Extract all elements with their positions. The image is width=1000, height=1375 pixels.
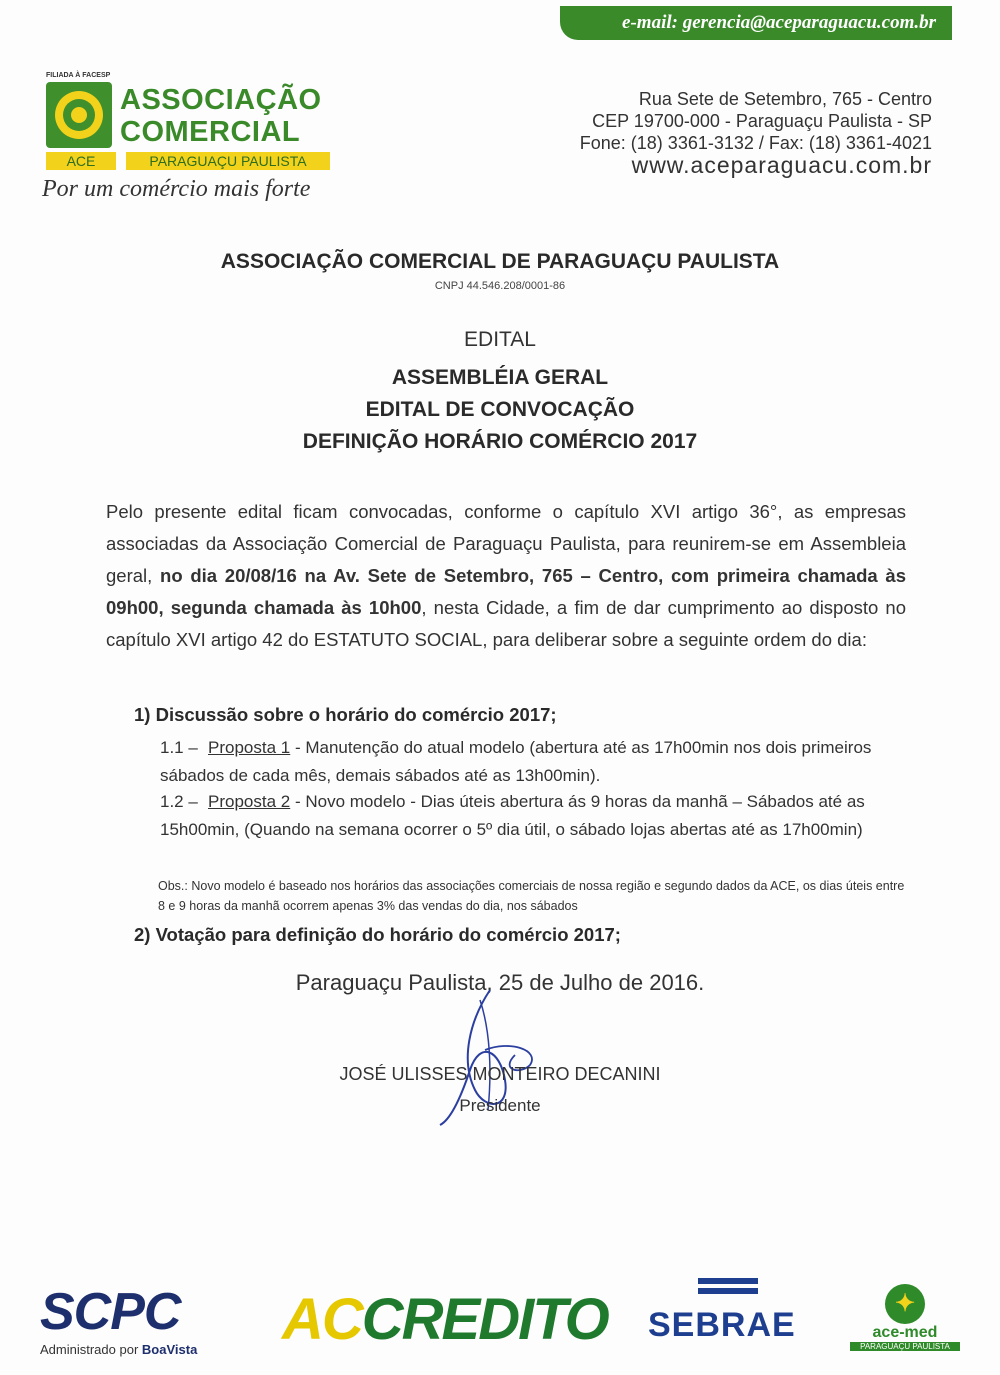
logo-line1: ASSOCIAÇÃO (120, 84, 322, 116)
address-website[interactable]: www.aceparaguacu.com.br (631, 152, 932, 178)
proposal-2-number: 1.2 – (160, 792, 198, 811)
scpc-subtitle: Administrado por (40, 1342, 139, 1357)
heading-definition: DEFINIÇÃO HORÁRIO COMÉRCIO 2017 (302, 430, 698, 453)
signer-role: Presidente (459, 1096, 541, 1115)
address-street: Rua Sete de Setembro, 765 - Centro (638, 89, 932, 109)
place-date: Paraguaçu Paulista, 25 de Julho de 2016. (295, 970, 705, 995)
proposal-1-label: Proposta 1 (208, 738, 291, 757)
scpc-logo (40, 1282, 230, 1362)
observation-note: Obs.: Novo modelo é baseado nos horários das associações comerciais de nossa região e segundo dados da ACE, os dias úteis entre 8 e 9 horas da manhã ocorrem apenas 3% das vendas do dia, nos sábados (158, 879, 905, 913)
logo-affiliation: FILIADA À FACESP (46, 72, 111, 79)
acemed-logo (850, 1284, 960, 1364)
para-bold: no dia 20/08/16 na Av. Sete de Setembro, 765 – Centro, com primeira chamada às 09h00, segunda chamada às 10h00 (106, 565, 906, 618)
signer-name: JOSÉ ULISSES MONTEIRO DECANINI (339, 1064, 661, 1084)
proposal-1-text: - Manutenção do atual modelo (abertura até as 17h00min nos dois primeiros sábados de cada mês, demais sábados até as 13h00min). (160, 738, 872, 785)
proposal-2 (160, 788, 905, 844)
proposal-2-text: - Novo modelo - Dias úteis abertura ás 9 horas da manhã – Sábados até as 15h00min, (Quando na semana ocorrer o 5º dia útil, o sábado lojas abertas até as 17h00min) (160, 792, 865, 839)
cnpj: CNPJ 44.546.208/0001-86 (434, 280, 566, 292)
proposal-1 (160, 734, 905, 790)
heading-assembly: ASSEMBLÉIA GERAL (391, 366, 609, 389)
email-banner (560, 6, 952, 40)
heading-convocation: EDITAL DE CONVOCAÇÃO (365, 398, 635, 421)
accredito-ac: AC (282, 1287, 362, 1352)
logo-slogan: Por um comércio mais forte (42, 176, 311, 202)
accredito-logo (282, 1286, 608, 1353)
logo-acronym: ACE (46, 152, 116, 170)
para-part2: , nesta Cidade, a fim de dar cumprimento ao disposto no capítulo XVI artigo 42 do ESTATUTO SOCIAL, para deliberar sobre a seguinte ordem do dia: (106, 597, 907, 650)
logo-line2: COMERCIAL (120, 116, 301, 148)
sebrae-logo (648, 1278, 808, 1358)
proposal-1-number: 1.1 – (160, 738, 198, 757)
association-logo (42, 72, 342, 212)
para-part1: Pelo presente edital ficam convocadas, conforme o capítulo XVI artigo 36°, as empresas associadas da Associação Comercial de Paraguaçu Paulista, para reunirem-se em Assembleia geral, (106, 501, 906, 586)
scpc-brand: BoaVista (141, 1342, 198, 1357)
body-paragraph (106, 496, 906, 656)
org-title: ASSOCIAÇÃO COMERCIAL DE PARAGUAÇU PAULISTA (220, 250, 780, 273)
address-cep: CEP 19700-000 - Paraguaçu Paulista - SP (592, 111, 932, 131)
proposal-2-label: Proposta 2 (208, 792, 291, 811)
acemed-wordmark: ace-med (872, 1324, 938, 1341)
accredito-rest: CREDITO (361, 1287, 608, 1352)
sebrae-bars-icon (698, 1278, 758, 1304)
acemed-city: PARAGUAÇU PAULISTA (850, 1342, 960, 1351)
edital-label: EDITAL (464, 328, 536, 351)
address-phone: Fone: (18) 3361-3132 / Fax: (18) 3361-4021 (579, 133, 932, 153)
address-block (540, 88, 932, 176)
acemed-emblem-icon: ✦ (885, 1284, 925, 1324)
sebrae-wordmark: SEBRAE (648, 1306, 796, 1344)
scpc-wordmark: SCPC (40, 1283, 181, 1341)
logo-city: PARAGUAÇU PAULISTA (126, 152, 330, 170)
agenda-item-1: 1) Discussão sobre o horário do comércio 2017; (134, 704, 557, 725)
header-email[interactable]: e-mail: gerencia@aceparaguacu.com.br (622, 12, 936, 33)
agenda-item-2: 2) Votação para definição do horário do comércio 2017; (134, 924, 621, 945)
logo-emblem-icon (46, 82, 112, 148)
